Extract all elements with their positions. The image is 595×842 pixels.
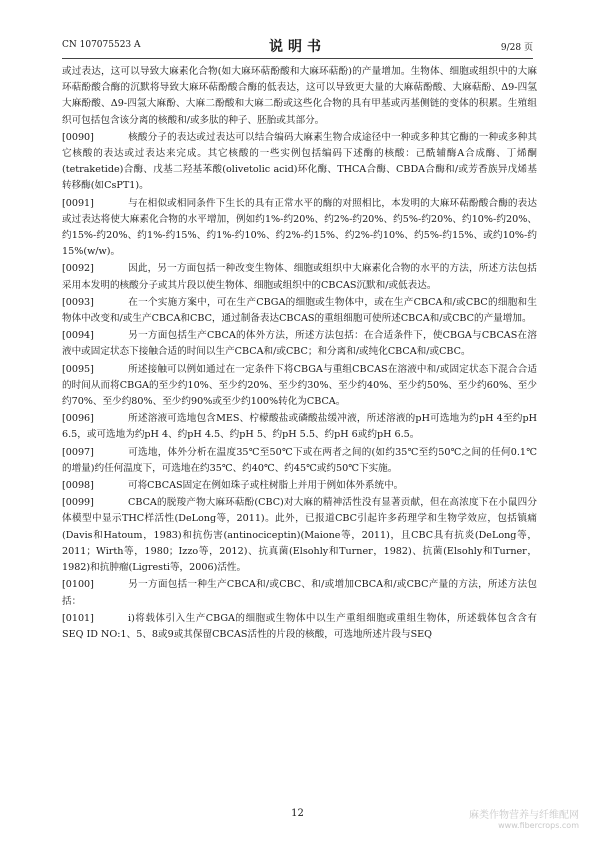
paragraph-text: 另一方面包括生产CBCA的体外方法，所述方法包括：在合适条件下，使CBGA与CBCAS在溶液中或固定状态下接触合适的时间以生产CBCA和/或CBC；和分离和/或纯化CBCA和/或CBC。	[62, 330, 537, 358]
paragraph-number: [0095]	[62, 363, 94, 375]
paragraph-number: [0091]	[62, 197, 94, 209]
page-counter: 9/28 页	[500, 43, 533, 53]
paragraph-text: CBCA的脱羧产物大麻环萜酚(CBC)对大麻的精神活性没有显著贡献，但在高浓度下在小鼠四分体模型中显示THC样活性(DeLong等，2011)。此外，已报道CBC引起许多药理学和生物学效应，包括镇痛(Davis和Hatoum，1983)和抗伤害(antinociceptin)(Maione等，2011)，且CBC具有抗炎(DeLong等，2011；Wirth等，1980；Izzo等，2012)、抗真菌(Elsohly和Turner，1982)、抗菌(Elsohly和Turner，1982)和抗肿瘤(Ligresti等，2006)活性。	[62, 497, 537, 574]
paragraph-text: 另一方面包括一种生产CBCA和/或CBC、和/或增加CBCA和/或CBC产量的方法，所述方法包括：	[62, 579, 537, 607]
patent-number: CN 107075523 A	[62, 40, 141, 50]
paragraph-text: 可将CBCAS固定在例如珠子或柱树脂上并用于例如体外系统中。	[128, 480, 404, 492]
paragraph-text: 与在相似或相同条件下生长的具有正常水平的酶的对照相比，本发明的大麻环萜酚酸合酶的表达或过表达将使大麻素化合物的水平增加，例如约1%-约20%、约2%-约20%、约5%-约20%、约10%-约20%、约15%-约20%、约1%-约15%、约1%-约10%、约2%-约15%、约2%-约10%、约5%-约15%、或约10%-约15%(w/w)。	[62, 197, 537, 258]
paragraph	[62, 328, 537, 360]
paragraph	[62, 196, 537, 261]
paragraph-text: 在一个实施方案中，可在生产CBGA的细胞或生物体中，或在生产CBCA和/或CBC的细胞和生物体中改变和/或生产CBCA和CBC，通过制备表达CBCAS的重组细胞可使所述CBCA和/或CBC的产量增加。	[62, 296, 537, 325]
paragraph	[62, 478, 537, 494]
paragraph	[62, 611, 537, 643]
paragraph	[62, 295, 537, 327]
paragraph-number: [0096]	[62, 413, 94, 425]
document-body	[62, 64, 537, 644]
paragraph-number: [0101]	[62, 612, 94, 624]
paragraph	[62, 411, 537, 443]
paragraph	[62, 362, 537, 411]
paragraph-number: [0099]	[62, 497, 94, 509]
paragraph-number: [0090]	[62, 131, 94, 143]
page-number: 12	[291, 808, 304, 819]
document-title: 说明书	[269, 39, 326, 55]
paragraph-text: 或过表达，这可以导致大麻素化合物(如大麻环萜酚酸和大麻环萜酚)的产量增加。生物体、细胞或组织中的大麻环萜酚酸合酶的沉默将导致大麻环萜酚酸合酶的低表达，这可以导致更大量的大麻萜酚酸、大麻萜酚、Δ9-四氢大麻酚酸、Δ9-四氢大麻酚、大麻二酚酸和大麻二酚或这些化合物的具有甲基或丙基侧链的变体的积累。生殖组织可包括包含该分离的核酸和/或多肽的种子、胚胎或其部分。	[62, 66, 537, 126]
paragraph-number: [0092]	[62, 263, 94, 275]
paragraph	[62, 64, 537, 129]
paragraph-text: 所述接触可以例如通过在一定条件下将CBGA与重组CBCAS在溶液中和/或固定状态下混合合适的时间从而将CBGA的至少约10%、至少约20%、至少约30%、至少约40%、至少约50%、至少约60%、至少约70%、至少约80%、至少约90%或至少约100%转化为CBCA。	[62, 363, 537, 408]
page-header	[62, 36, 533, 59]
paragraph	[62, 261, 537, 293]
watermark-url: www.fibercrops.com	[498, 821, 579, 830]
paragraph	[62, 495, 537, 576]
paragraph-text: 可选地，体外分析在温度35℃至50℃下或在两者之间的(如约35℃至约50℃之间的任何0.1℃的增量)约任何温度下，可选地在约35℃、约40℃、约45℃或约50℃下实施。	[62, 446, 537, 474]
paragraph	[62, 577, 537, 609]
paragraph-text: 因此，另一方面包括一种改变生物体、细胞或组织中大麻素化合物的水平的方法，所述方法包括采用本发明的核酸分子或其片段以使生物体、细胞或组织中的CBCAS沉默和/或低表达。	[62, 263, 537, 291]
paragraph-number: [0100]	[62, 579, 94, 591]
paragraph	[62, 130, 537, 195]
paragraph-number: [0093]	[62, 296, 94, 308]
paragraph-text: 所述溶液可选地包含MES、柠檬酸盐或磷酸盐缓冲液，所述溶液的pH可选地为约pH 4至约pH 6.5，或可选地为约pH 4、约pH 4.5、约pH 5、约pH 5.5、约pH 6或约pH 6.5。	[62, 413, 537, 441]
paragraph-number: [0098]	[62, 480, 94, 492]
paragraph-number: [0097]	[62, 446, 94, 458]
paragraph-text: i)将载体引入生产CBGA的细胞或生物体中以生产重组细胞或重组生物体，所述载体包含含有SEQ ID NO:1、5、8或9或其保留CBCAS活性的片段的核酸，可选地所述片段与SEQ	[62, 612, 537, 640]
paragraph-text: 核酸分子的表达或过表达可以结合编码大麻素生物合成途径中一种或多种其它酶的一种或多种其它核酸的表达或过表达来完成。其它核酸的一些实例包括编码下述酶的核酸：己酰辅酶A合成酶、丁烯酮(tetraketide)合酶、戊基二羟基苯酸(olivetolic acid)环化酶、THCA合酶、CBDA合酶和/或芳香族异戊烯基转移酶(如CsPT1)。	[62, 131, 537, 192]
watermark-title: 麻类作物营养与纤维配网	[469, 810, 579, 821]
paragraph-number: [0094]	[62, 330, 94, 342]
paragraph	[62, 445, 537, 477]
watermark	[469, 806, 579, 830]
